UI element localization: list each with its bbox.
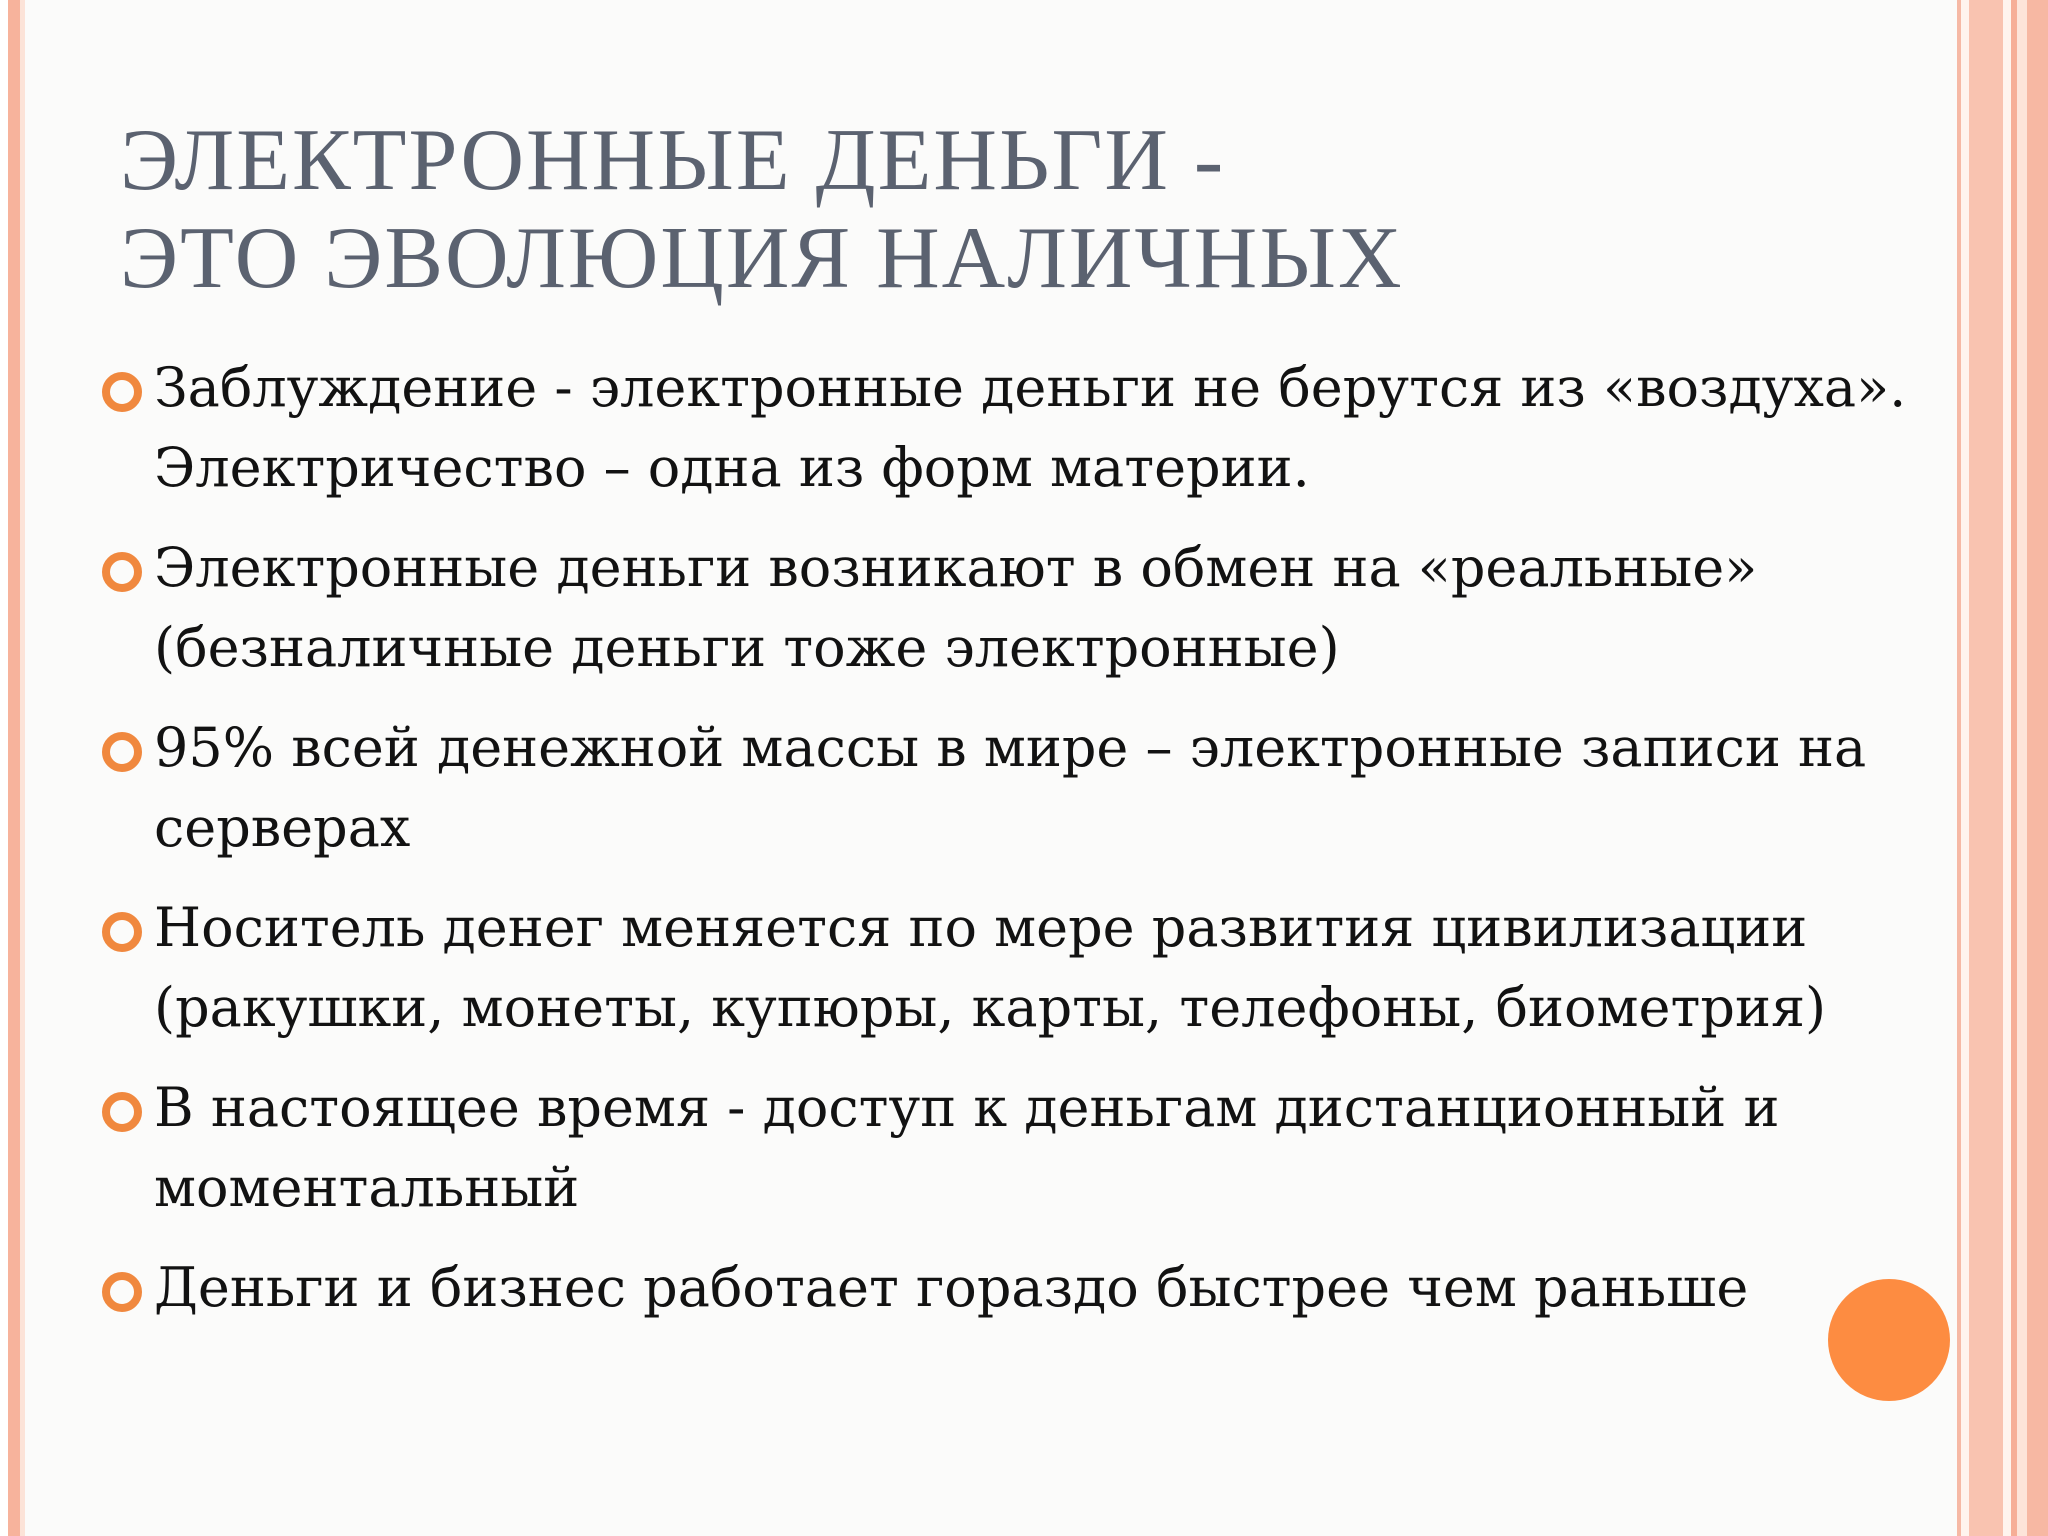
bullet-text: Деньги и бизнес работает гораздо быстрее чем раньше (154, 1256, 1749, 1319)
bullet-item (98, 1248, 1938, 1328)
ring-bullet-icon (102, 552, 142, 592)
frame-stripe-right-2 (1961, 0, 1969, 1536)
ring-bullet-icon (102, 912, 142, 952)
slide-title (120, 112, 1404, 308)
frame-stripe-right-3 (1969, 0, 2003, 1536)
frame-stripe-right-6 (2017, 0, 2027, 1536)
bullet-text: 95% всей денежной массы в мире – электронные записи на серверах (154, 716, 1867, 859)
bullet-item (98, 1068, 1938, 1228)
bullet-item (98, 348, 1938, 508)
ring-bullet-icon (102, 1272, 142, 1312)
ring-bullet-icon (102, 1092, 142, 1132)
bullet-item (98, 528, 1938, 688)
bullet-list (98, 348, 1938, 1348)
bullet-text: Заблуждение - электронные деньги не берутся из «воздуха». Электричество – одна из форм материи. (154, 356, 1907, 499)
frame-stripe-right-4 (2003, 0, 2011, 1536)
ring-bullet-icon (102, 372, 142, 412)
orange-circle-icon (1828, 1279, 1950, 1401)
bullet-text: Электронные деньги возникают в обмен на «реальные» (безналичные деньги тоже электронные) (154, 536, 1758, 679)
bullet-item (98, 888, 1938, 1048)
frame-stripe-left (8, 0, 20, 1536)
ring-bullet-icon (102, 732, 142, 772)
frame-stripe-left-inner (20, 0, 25, 1536)
slide-title-line-1: ЭЛЕКТРОННЫЕ ДЕНЬГИ - (120, 112, 1226, 209)
frame-stripe-right-7 (2027, 0, 2048, 1536)
bullet-text: Носитель денег меняется по мере развития цивилизации (ракушки, монеты, купюры, карты, телефоны, биометрия) (154, 896, 1827, 1039)
bullet-item (98, 708, 1938, 868)
bullet-text: В настоящее время - доступ к деньгам дистанционный и моментальный (154, 1076, 1780, 1219)
frame-stripe-left-outer (0, 0, 8, 1536)
slide-title-line-2: ЭТО ЭВОЛЮЦИЯ НАЛИЧНЫХ (120, 210, 1404, 307)
